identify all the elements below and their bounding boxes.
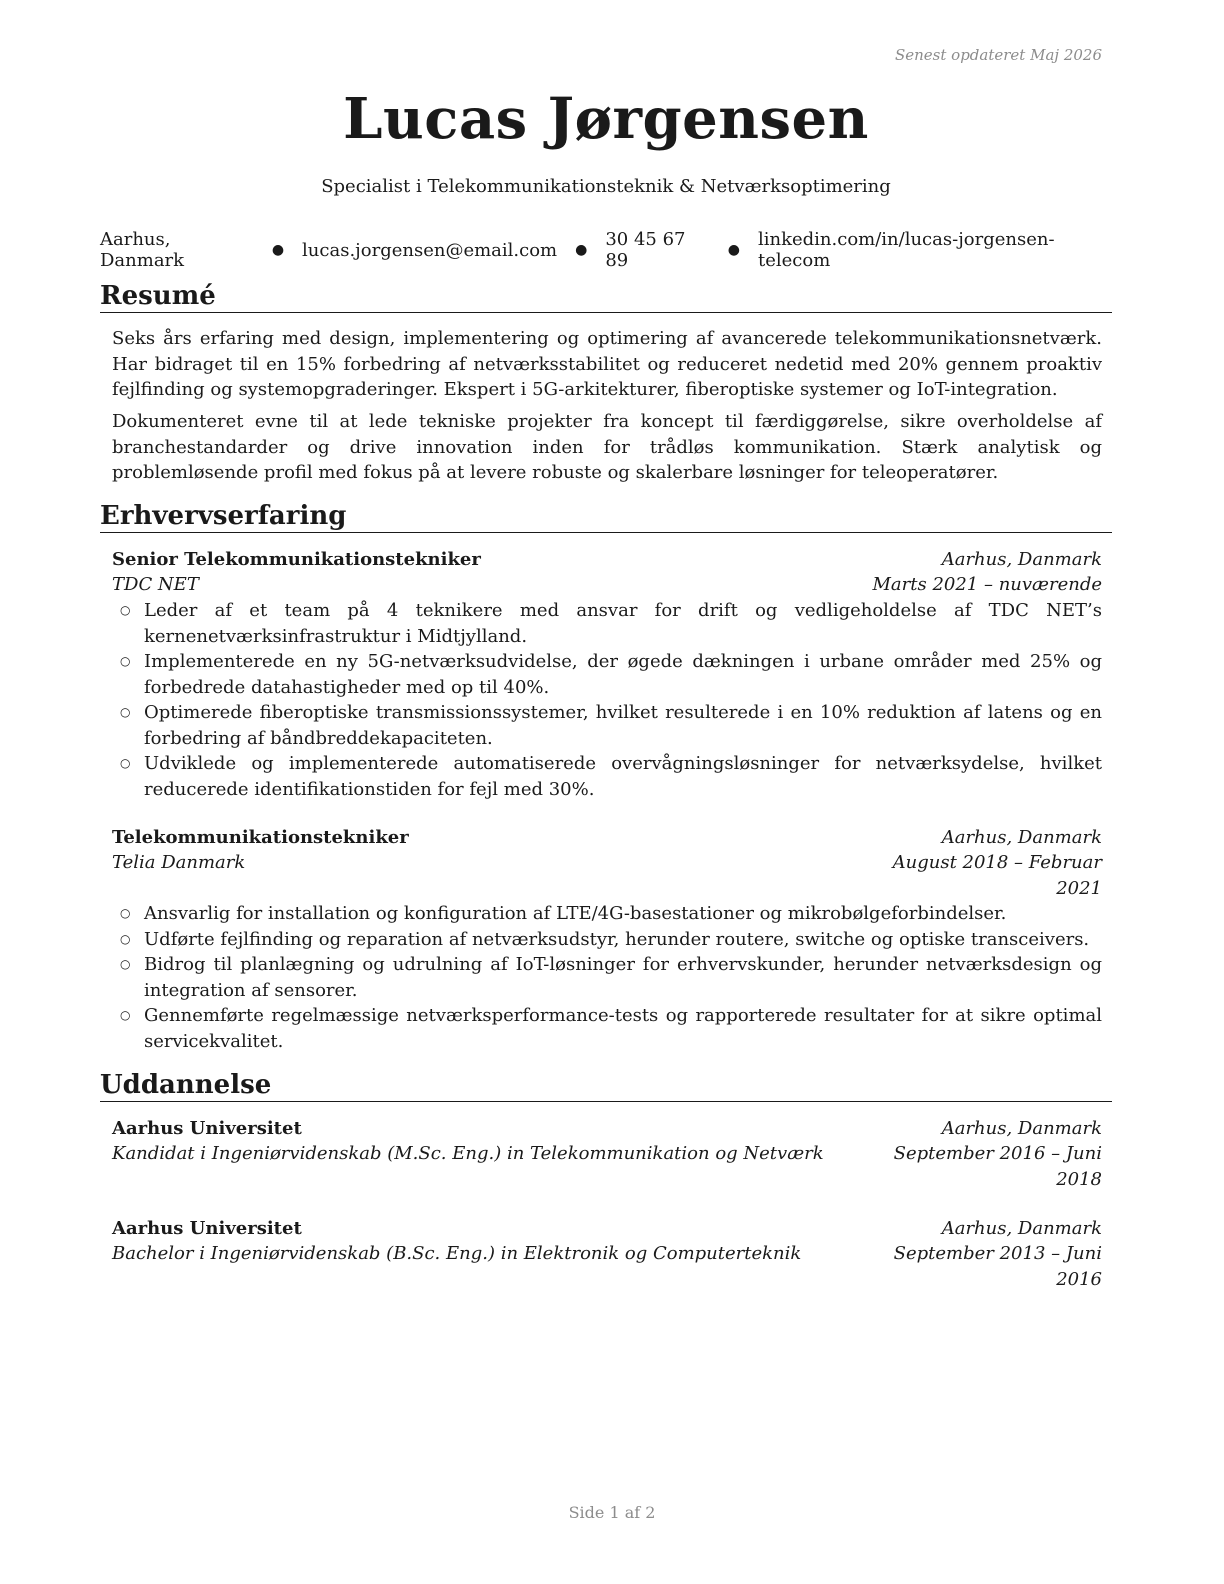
bullet-text: Bidrog til planlægning og udrulning af IoT-løsninger for erhvervskunder, herunder netværksdesign og integration af sensorer. — [144, 954, 1102, 1001]
bullet-separator: ● — [727, 242, 740, 258]
professional-title: Specialist i Telekommunikationsteknik & Netværksoptimering — [321, 176, 891, 197]
circle-bullet-icon: ○ — [120, 756, 131, 770]
circle-bullet-icon: ○ — [120, 906, 131, 920]
contact-line — [100, 229, 1112, 271]
circle-bullet-icon: ○ — [120, 603, 131, 617]
job-location: Aarhus, Danmark — [941, 827, 1102, 848]
job-subheader — [112, 850, 1102, 901]
job-role: Senior Telekommunikationstekniker — [112, 549, 481, 570]
person-name: Lucas Jørgensen — [343, 86, 869, 152]
section-title-education: Uddannelse — [100, 1069, 1112, 1102]
education-dates: September 2016 – Juni 2018 — [893, 1143, 1102, 1190]
contact-email[interactable]: lucas.jorgensen@email.com — [302, 239, 558, 261]
education-header — [112, 1116, 1102, 1142]
list-item — [112, 901, 1102, 927]
education-degree: Kandidat i Ingeniørvidenskab (M.Sc. Eng.) in Telekommunikation og Netværk — [112, 1143, 824, 1164]
job-dates: August 2018 – Februar 2021 — [892, 852, 1102, 899]
list-item — [112, 649, 1102, 700]
list-item — [112, 751, 1102, 802]
education-subheader — [112, 1141, 1102, 1192]
education-school: Aarhus Universitet — [112, 1218, 302, 1239]
job-company: TDC NET — [112, 574, 199, 595]
circle-bullet-icon: ○ — [120, 654, 131, 668]
education-school: Aarhus Universitet — [112, 1118, 302, 1139]
education-location: Aarhus, Danmark — [941, 1118, 1102, 1139]
education-degree: Bachelor i Ingeniørvidenskab (B.Sc. Eng.) in Elektronik og Computerteknik — [112, 1243, 802, 1264]
job-header — [112, 825, 1102, 851]
contact-location: Aarhus, Danmark — [100, 229, 185, 271]
circle-bullet-icon: ○ — [120, 957, 131, 971]
list-item — [112, 700, 1102, 751]
bullet-text: Gennemførte regelmæssige netværksperformance-tests og rapporterede resultater for at sikre optimal servicekvalitet. — [144, 1005, 1102, 1052]
job-header — [112, 547, 1102, 573]
summary-paragraph: Dokumenteret evne til at lede tekniske projekter fra koncept til færdiggørelse, sikre overholdelse af branchestandarder og drive innovation inden for trådløs kommunikation. Stærk analytisk og problemløsende profil med fokus på at levere robuste og skalerbare løsninger for teleoperatører. — [112, 411, 1102, 483]
bullet-text: Ansvarlig for installation og konfiguration af LTE/4G-basestationer og mikrobølgeforbindelser. — [144, 903, 1007, 924]
job-role: Telekommunikationstekniker — [112, 827, 409, 848]
bullet-text: Udviklede og implementerede automatiserede overvågningsløsninger for netværksydelse, hvilket reducerede identifikationstiden for fejl med 30%. — [144, 753, 1102, 800]
last-updated: Senest opdateret Maj 2026 — [894, 46, 1102, 64]
circle-bullet-icon: ○ — [120, 931, 131, 946]
education-header — [112, 1216, 1102, 1242]
job-dates: Marts 2021 – nuværende — [872, 574, 1102, 595]
bullet-separator: ● — [575, 242, 588, 258]
contact-phone: 30 45 67 89 — [605, 229, 686, 271]
circle-bullet-icon: ○ — [120, 705, 131, 719]
list-item — [112, 952, 1102, 1003]
list-item — [112, 1003, 1102, 1054]
section-title-summary: Resumé — [100, 280, 1112, 313]
education-location: Aarhus, Danmark — [941, 1218, 1102, 1239]
list-item — [112, 927, 1102, 953]
page-number: Side 1 af 2 — [568, 1503, 656, 1522]
education-dates: September 2013 – Juni 2016 — [893, 1243, 1102, 1290]
bullet-text: Implementerede en ny 5G-netværksudvidelse, der øgede dækningen i urbane områder med 25% og forbedrede datahastigheder med op til 40%. — [144, 651, 1102, 698]
bullet-text: Optimerede fiberoptiske transmissionssystemer, hvilket resulterede i en 10% reduktion af latens og en forbedring af båndbreddekapaciteten. — [144, 702, 1102, 749]
section-title-experience: Erhvervserfaring — [100, 500, 1112, 533]
bullet-separator: ● — [271, 242, 285, 258]
summary-paragraph: Seks års erfaring med design, implementering og optimering af avancerede telekommunikationsnetværk. Har bidraget til en 15% forbedring af netværksstabilitet og reduceret nedetid med 20% gennem proaktiv fejlfinding og systemopgraderinger. Ekspert i 5G-arkitekturer, fiberoptiske systemer og IoT-integration. — [112, 328, 1102, 400]
contact-linkedin[interactable]: linkedin.com/in/lucas-jorgensen-telecom — [757, 229, 1055, 271]
job-company: Telia Danmark — [112, 852, 246, 873]
circle-bullet-icon: ○ — [120, 1008, 131, 1022]
education-subheader — [112, 1241, 1102, 1292]
bullet-text: Leder af et team på 4 teknikere med ansvar for drift og vedligeholdelse af TDC NET’s kernenetværksinfrastruktur i Midtjylland. — [144, 600, 1102, 647]
job-bullets — [112, 901, 1102, 1054]
job-subheader — [112, 572, 1102, 598]
bullet-text: Udførte fejlfinding og reparation af netværksudstyr, herunder routere, switche og optiske transceivers. — [144, 928, 1090, 950]
job-location: Aarhus, Danmark — [941, 549, 1102, 570]
list-item — [112, 598, 1102, 649]
job-bullets — [112, 598, 1102, 802]
resume-page — [100, 0, 1112, 1584]
